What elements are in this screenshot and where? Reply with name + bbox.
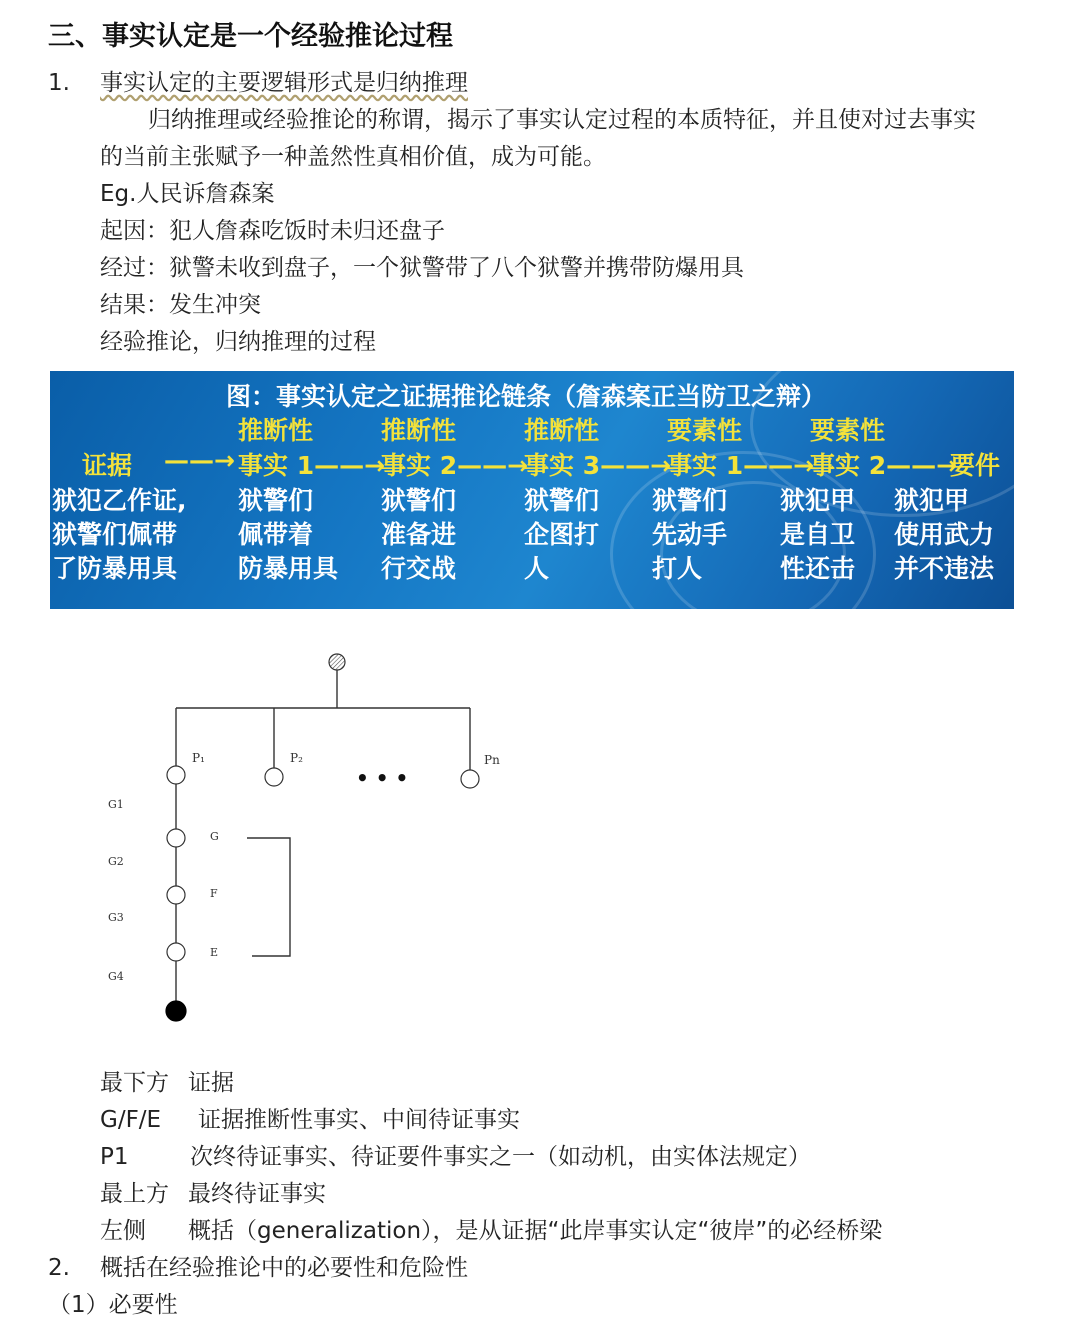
pn-node	[461, 770, 479, 788]
header-inferential-1: 推断性	[238, 416, 314, 445]
element1-text: 先动手	[652, 520, 728, 549]
fact2-text: 狱警们	[381, 486, 457, 515]
evidence-text: 狱警们佩带	[52, 520, 178, 549]
inference-tree-diagram	[0, 640, 560, 1040]
chain-element-fact-2: 事实 2——→	[810, 451, 958, 480]
legend-value: 次终待证事实、待证要件事实之一（如动机，由实体法规定）	[190, 1144, 811, 1170]
chain-fact-1: 事实 1——→	[238, 451, 386, 480]
chain-requirement: 要件	[950, 451, 1001, 480]
header-element-2: 要素性	[810, 416, 886, 445]
legend-value: 证据	[188, 1070, 234, 1096]
header-inferential-2: 推断性	[381, 416, 457, 445]
banner-title: 图：事实认定之证据推论链条（詹森案正当防卫之辩）	[226, 382, 827, 411]
legend-key: 左侧	[100, 1218, 146, 1244]
item1-number: 1.	[48, 70, 70, 96]
evidence-chain-banner	[50, 371, 1014, 609]
legend-key: 最下方	[100, 1070, 169, 1096]
header-inferential-3: 推断性	[524, 416, 600, 445]
item2-number: 2.	[48, 1255, 70, 1281]
chain-evidence: 证据	[82, 451, 133, 480]
p1-node	[167, 766, 185, 784]
evidence-text: 狱犯乙作证,	[52, 486, 187, 515]
pn-label: Pn	[484, 753, 500, 767]
fact1-text: 狱警们	[238, 486, 314, 515]
bracket	[247, 838, 290, 956]
fact2-text: 准备进	[381, 520, 457, 549]
g1-label: G1	[108, 798, 124, 811]
requirement-text: 使用武力	[894, 520, 995, 549]
p2-node	[265, 768, 283, 786]
header-element-1: 要素性	[667, 416, 743, 445]
item2-title: 概括在经验推论中的必要性和危险性	[100, 1255, 468, 1281]
ellipsis-dots: • • •	[356, 766, 409, 790]
element2-text: 是自卫	[780, 520, 856, 549]
para-line1: 归纳推理或经验推论的称谓，揭示了事实认定过程的本质特征，并且使对过去事实	[148, 107, 976, 133]
g-node	[167, 829, 185, 847]
e-label: E	[210, 946, 219, 959]
sub1-title: （1）必要性	[48, 1292, 178, 1318]
legend-value: 最终待证事实	[188, 1181, 326, 1207]
requirement-text: 并不违法	[894, 554, 995, 583]
example-process: 经过：狱警未收到盘子，一个狱警带了八个狱警并携带防爆用具	[100, 255, 744, 281]
element2-text: 性还击	[780, 554, 856, 583]
fact1-text: 防暴用具	[238, 554, 339, 583]
f-label: F	[210, 887, 218, 900]
chain-fact-2: 事实 2——→	[381, 451, 529, 480]
fact3-text: 企图打	[524, 520, 600, 549]
evidence-node	[166, 1001, 186, 1021]
example-title: Eg.人民诉詹森案	[100, 181, 275, 207]
g-label: G	[210, 830, 219, 843]
element2-text: 狱犯甲	[780, 486, 856, 515]
item1-title: 事实认定的主要逻辑形式是归纳推理	[100, 70, 468, 96]
element1-text: 打人	[652, 554, 703, 583]
p1-label: P₁	[192, 751, 205, 765]
example-result: 结果：发生冲突	[100, 292, 261, 318]
chain-arrow: ——→	[164, 446, 235, 475]
legend-key: 最上方	[100, 1181, 169, 1207]
element1-text: 狱警们	[652, 486, 728, 515]
fact3-text: 狱警们	[524, 486, 600, 515]
requirement-text: 狱犯甲	[894, 486, 970, 515]
section-heading: 三、事实认定是一个经验推论过程	[48, 21, 453, 52]
example-cause: 起因：犯人詹森吃饭时未归还盘子	[100, 218, 445, 244]
fact3-text: 人	[524, 554, 550, 583]
p2-label: P₂	[290, 751, 303, 765]
legend-value: 概括（generalization），是从证据“此岸事实认定“彼岸”的必经桥梁	[188, 1218, 883, 1244]
ultimate-fact-node	[329, 654, 345, 670]
fact1-text: 佩带着	[238, 520, 314, 549]
f-node	[167, 886, 185, 904]
g4-label: G4	[108, 970, 124, 983]
chain-element-fact-1: 事实 1——→	[667, 451, 815, 480]
para-line2: 的当前主张赋予一种盖然性真相价值，成为可能。	[100, 144, 606, 170]
g3-label: G3	[108, 911, 124, 924]
e-node	[167, 943, 185, 961]
g2-label: G2	[108, 855, 124, 868]
legend-key: P1	[100, 1144, 129, 1170]
fact2-text: 行交战	[381, 554, 457, 583]
evidence-text: 了防暴用具	[52, 554, 178, 583]
legend-value: 证据推断性事实、中间待证事实	[198, 1107, 520, 1133]
legend-key: G/F/E	[100, 1107, 162, 1133]
chain-fact-3: 事实 3——→	[524, 451, 672, 480]
example-summary: 经验推论，归纳推理的过程	[100, 329, 376, 355]
